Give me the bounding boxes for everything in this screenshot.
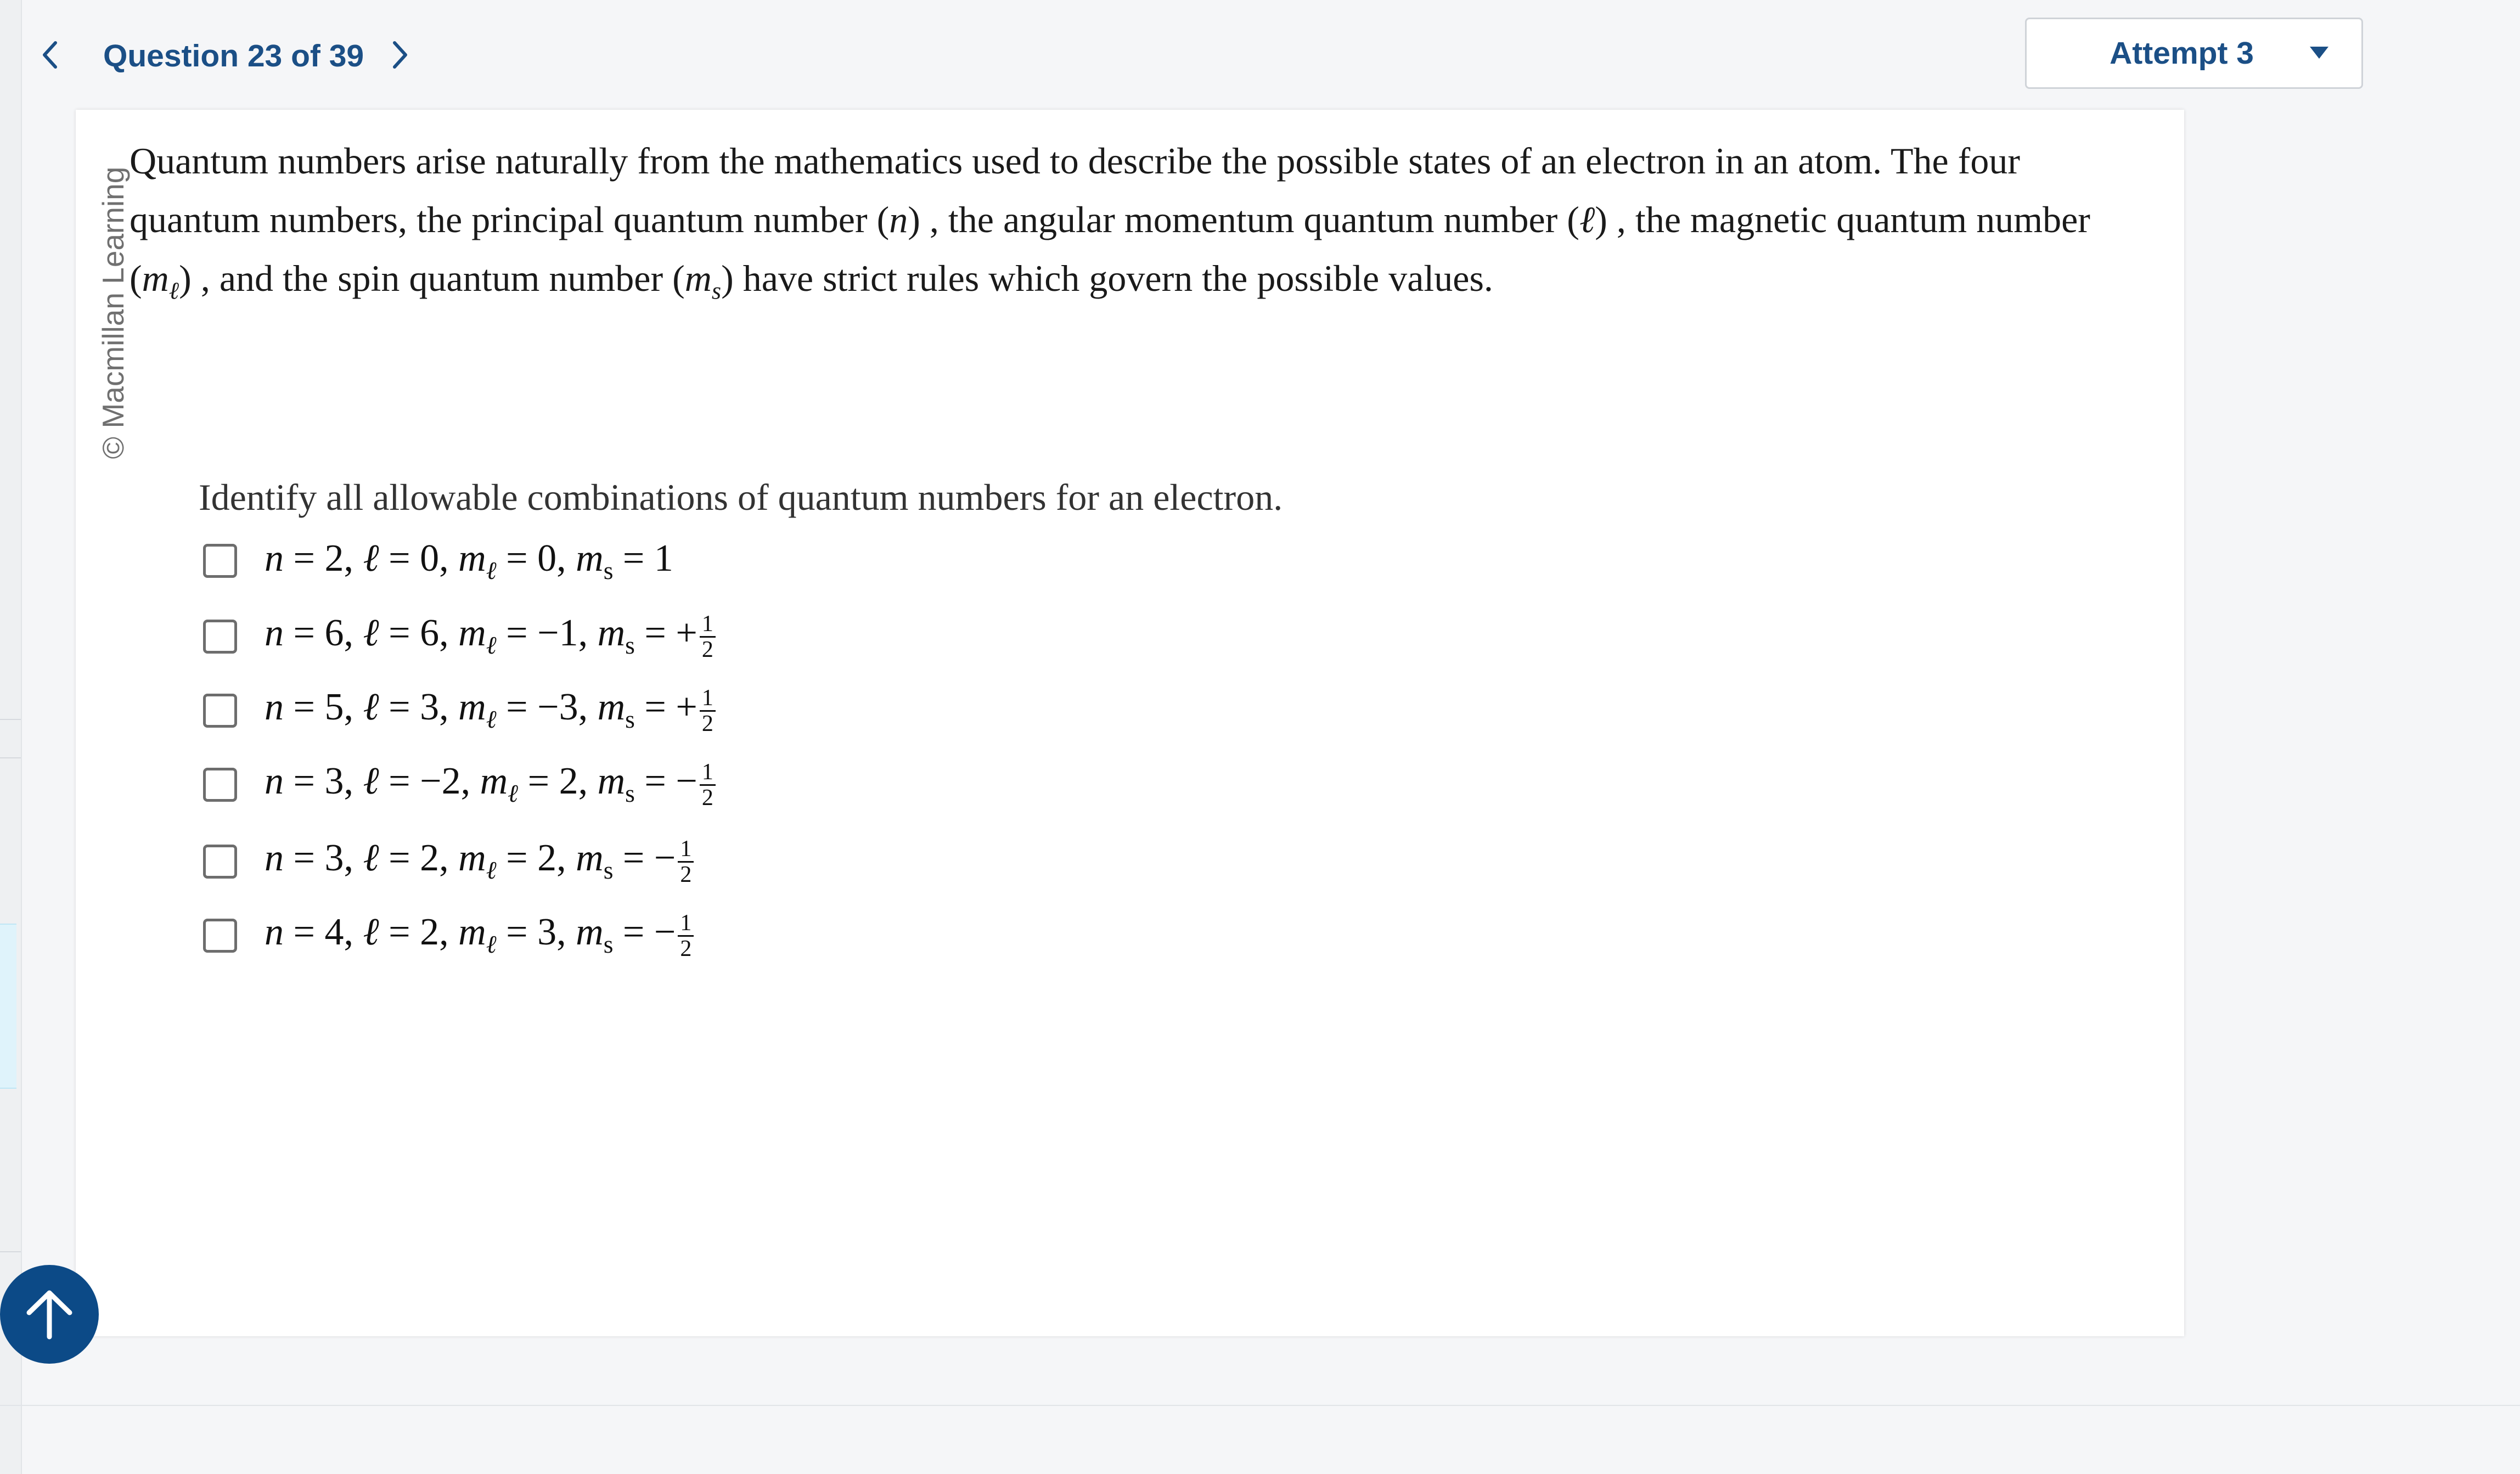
- intro-text-5: ) have strict rules which govern the possible values.: [721, 257, 1493, 299]
- n-value: 4: [324, 911, 344, 954]
- next-question-button[interactable]: [384, 33, 417, 77]
- answer-option[interactable]: [203, 531, 673, 591]
- checkbox[interactable]: [203, 620, 237, 654]
- chevron-left-icon: [40, 40, 59, 70]
- ms-fraction: [700, 686, 716, 736]
- footer-divider: [0, 1405, 2520, 1406]
- l-value: 6: [420, 612, 440, 655]
- intro-text-4: ) , and the spin quantum number (: [179, 257, 685, 299]
- left-divider: [0, 719, 21, 720]
- symbol-ms: $m_s$: [684, 257, 722, 305]
- prev-question-button[interactable]: [33, 33, 66, 77]
- left-highlight-tab[interactable]: [0, 924, 16, 1089]
- intro-text-1: Quantum numbers arise naturally from the mathematics used to describe the possible states of an electron in an atom. The four quantum numbers, the principal quantum number (: [130, 140, 2020, 240]
- scroll-to-top-button[interactable]: [0, 1265, 99, 1364]
- question-prompt: Identify all allowable combinations of quantum numbers for an electron.: [199, 476, 1283, 518]
- ml-value: −3: [537, 686, 578, 729]
- fraction-numerator: 1: [700, 686, 716, 712]
- fraction-denominator: 2: [680, 936, 692, 961]
- l-value: 2: [420, 911, 440, 954]
- checkbox[interactable]: [203, 544, 237, 578]
- ms-sign: +: [676, 612, 698, 655]
- answer-option[interactable]: [203, 606, 716, 667]
- intro-text-2: ) , the angular momentum quantum number (: [908, 199, 1579, 240]
- ms-sign: +: [676, 686, 698, 729]
- ms-fraction: [700, 760, 716, 810]
- l-value: 0: [420, 537, 440, 580]
- n-value: 6: [324, 612, 344, 655]
- answer-option[interactable]: [203, 905, 694, 966]
- n-value: 3: [324, 837, 344, 880]
- option-formula: n = 3, ℓ = −2, $m_\ell = 2$, $m_s$ = − $\frac{1}{2}$: [265, 759, 716, 810]
- left-divider: [0, 1251, 21, 1252]
- ml-value: 2: [537, 837, 557, 880]
- question-nav-bar: [0, 0, 2520, 110]
- n-value: 3: [324, 760, 344, 803]
- ml-value: 3: [537, 911, 557, 954]
- chevron-right-icon: [391, 40, 410, 70]
- question-counter: Question 23 of 39: [103, 38, 364, 74]
- ms-value: 1: [654, 537, 673, 580]
- option-formula: n = 5, ℓ = 3, $m_\ell = -3$, $m_s$ = + $\frac{1}{2}$: [265, 685, 716, 736]
- ms-fraction: [678, 837, 694, 887]
- fraction-denominator: 2: [701, 785, 713, 811]
- n-value: 5: [324, 686, 344, 729]
- symbol-l: ℓ: [1579, 199, 1595, 240]
- answer-option[interactable]: [203, 680, 716, 741]
- attempt-dropdown[interactable]: [2025, 18, 2363, 89]
- option-formula: n = 2, ℓ = 0, $m_\ell = 0$, $m_s = 1$: [265, 537, 673, 584]
- option-formula: n = 4, ℓ = 2, $m_\ell = 3$, $m_s$ = − $\frac{1}{2}$: [265, 910, 694, 961]
- checkbox[interactable]: [203, 768, 237, 802]
- copyright-text: © Macmillan Learning: [96, 166, 130, 459]
- attempt-label: Attempt 3: [2110, 36, 2254, 71]
- ml-value: 0: [537, 537, 557, 580]
- fraction-numerator: 1: [700, 760, 716, 786]
- ms-sign: −: [676, 760, 698, 803]
- option-formula: n = 3, ℓ = 2, $m_\ell = 2$, $m_s$ = − $\frac{1}{2}$: [265, 836, 694, 887]
- fraction-denominator: 2: [701, 711, 713, 736]
- fraction-numerator: 1: [678, 837, 694, 863]
- checkbox[interactable]: [203, 845, 237, 879]
- caret-down-icon: [2310, 47, 2328, 59]
- l-value: −2: [420, 760, 461, 803]
- ml-value: −1: [537, 612, 578, 655]
- ms-fraction: [678, 911, 694, 961]
- intro-text-3: ) , the magnetic quantum number (: [130, 199, 2090, 299]
- fraction-denominator: 2: [701, 637, 713, 662]
- fraction-numerator: 1: [700, 612, 716, 638]
- left-panel-strip: [0, 0, 22, 1474]
- n-value: 2: [324, 537, 344, 580]
- question-intro: [130, 132, 2149, 320]
- ms-sign: −: [654, 911, 676, 954]
- fraction-denominator: 2: [680, 862, 692, 887]
- l-value: 2: [420, 837, 440, 880]
- ms-sign: −: [654, 837, 676, 880]
- checkbox[interactable]: [203, 919, 237, 953]
- symbol-n: n: [889, 199, 908, 240]
- symbol-ml: $m_\ell$: [142, 257, 179, 305]
- arrow-up-icon: [19, 1284, 80, 1344]
- l-value: 3: [420, 686, 440, 729]
- answer-option[interactable]: [203, 755, 716, 815]
- fraction-numerator: 1: [678, 911, 694, 937]
- ms-fraction: [700, 612, 716, 662]
- answer-option[interactable]: [203, 831, 694, 892]
- option-formula: n = 6, ℓ = 6, $m_\ell = -1$, $m_s$ = + $\frac{1}{2}$: [265, 611, 716, 662]
- ml-value: 2: [559, 760, 578, 803]
- checkbox[interactable]: [203, 694, 237, 728]
- left-divider: [0, 757, 21, 758]
- copyright-notice: [97, 148, 130, 477]
